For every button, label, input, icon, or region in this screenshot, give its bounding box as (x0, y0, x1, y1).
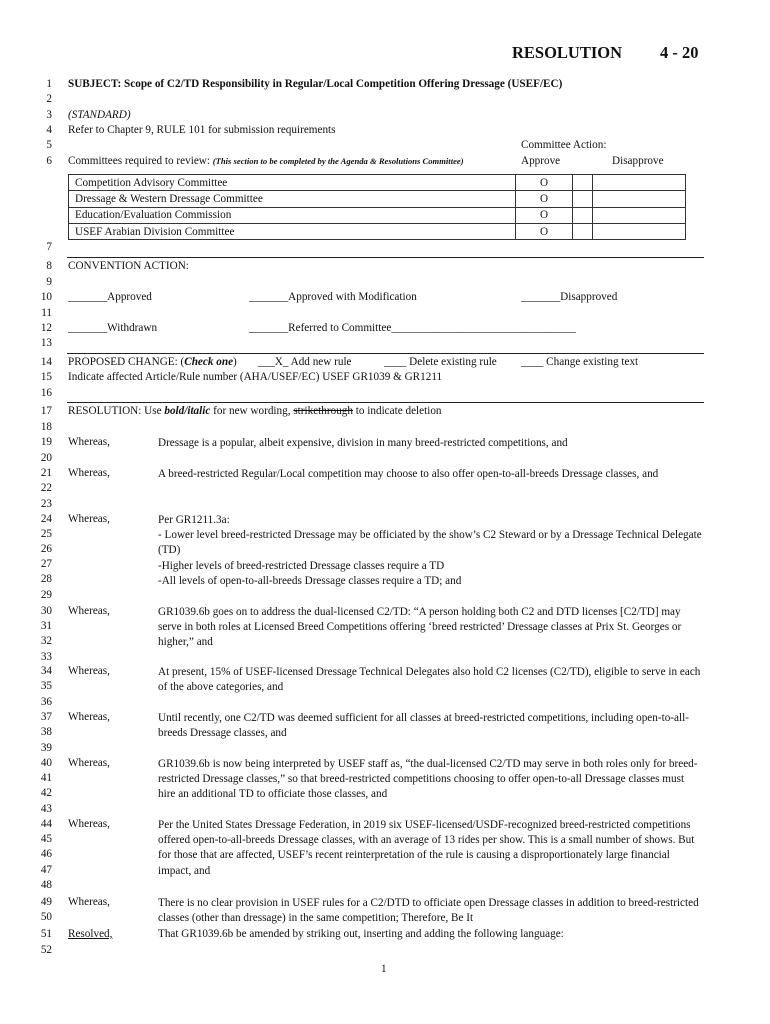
committee-row (69, 191, 686, 207)
line-number: 7 (46, 241, 52, 253)
line-number: 42 (40, 787, 52, 799)
line-number: 37 (40, 711, 52, 723)
line-number: 25 (40, 528, 52, 540)
resolution-bold-italic: bold/italic (164, 405, 211, 417)
action-approved: _______Approved (68, 291, 152, 303)
line-number: 30 (40, 605, 52, 617)
line-number: 32 (40, 635, 52, 647)
line-number: 23 (40, 498, 52, 510)
resolution-number: 4 - 20 (660, 43, 699, 62)
approve-mark: O (516, 175, 573, 191)
divider-proposed (67, 353, 704, 354)
page-number: 1 (381, 963, 387, 975)
whereas-text: At present, 15% of USEF-licensed Dressage Technical Delegates also hold C2 licenses (C2/TD), eligible to serve in each of the above categories, and (158, 666, 701, 694)
committee-name: Dressage & Western Dressage Committee (69, 191, 516, 207)
line-number: 9 (46, 276, 52, 288)
line-number: 43 (40, 803, 52, 815)
whereas-label: Whereas, (68, 818, 110, 830)
committee-name: Competition Advisory Committee (69, 175, 516, 191)
line-number: 33 (40, 651, 52, 663)
committee-row (69, 175, 686, 191)
line-number: 18 (40, 421, 52, 433)
divider-convention (67, 257, 704, 258)
approve-mark: O (516, 191, 573, 207)
resolution-suffix: to indicate deletion (352, 405, 442, 417)
approve-label: Approve (521, 155, 561, 167)
line-number: 34 (40, 665, 52, 677)
refer-text: Refer to Chapter 9, RULE 101 for submission requirements (68, 124, 336, 136)
whereas-text: Per the United States Dressage Federation, in 2019 six USEF-licensed/USDF-recognized breed-restricted competitions offered open-to-all-breeds Dressage classes, with an average of 13 rides per show. This is a small number of shows. But for those that are affected, USEF’s recent reinterpretation of the rule is causing a disproportionately large financial impact, and (158, 819, 695, 877)
approve-mark: O (516, 223, 573, 239)
line-number: 51 (40, 928, 52, 940)
line-number: 47 (40, 864, 52, 876)
line-number: 17 (40, 405, 52, 417)
line-number: 41 (40, 772, 52, 784)
proposed-delete: ____ Delete existing rule (384, 356, 497, 368)
line-number: 39 (40, 742, 52, 754)
line-number: 45 (40, 833, 52, 845)
line-number: 22 (40, 482, 52, 494)
committee-row (69, 207, 686, 223)
line-number: 26 (40, 543, 52, 555)
line-number: 8 (46, 260, 52, 272)
line-number: 4 (46, 124, 52, 136)
whereas-label: Whereas, (68, 605, 110, 617)
resolved-label: Resolved, (68, 928, 113, 940)
divider-resolution (67, 402, 704, 403)
whereas-label: Whereas, (68, 757, 110, 769)
affected-rules: Indicate affected Article/Rule number (AHA/USEF/EC) USEF GR1039 & GR1211 (68, 371, 443, 383)
approve-checkbox (573, 223, 593, 239)
line-number: 1 (46, 78, 52, 90)
whereas-text: There is no clear provision in USEF rules for a C2/DTD to officiate open Dressage classes in addition to breed-restricted classes (other than dressage) in the same competition; Therefore, Be It (158, 897, 699, 925)
whereas-text: Until recently, one C2/TD was deemed sufficient for all classes at breed-restricted competitions, including open-to-all-breeds Dressage classes, and (158, 712, 689, 740)
approve-mark: O (516, 207, 573, 223)
line-number: 27 (40, 558, 52, 570)
disapprove-cell (593, 223, 686, 239)
line-number: 14 (40, 356, 52, 368)
line-number: 3 (46, 109, 52, 121)
whereas-text-line: -Higher levels of breed-restricted Dressage classes require a TD (158, 559, 445, 572)
proposed-add: ___X_ Add new rule (258, 356, 352, 368)
proposed-after: ) (233, 356, 237, 368)
line-number: 2 (46, 93, 52, 105)
whereas-text (158, 513, 703, 589)
committee-action-label: Committee Action: (521, 139, 607, 151)
convention-action-label: CONVENTION ACTION: (68, 260, 189, 272)
resolution-title: RESOLUTION (512, 43, 623, 62)
line-number: 15 (40, 371, 52, 383)
line-number: 50 (40, 911, 52, 923)
committee-table (68, 174, 686, 240)
resolved-text: That GR1039.6b be amended by striking out, inserting and adding the following language: (158, 928, 564, 940)
line-number: 36 (40, 696, 52, 708)
line-number: 11 (41, 307, 52, 319)
line-number: 20 (40, 452, 52, 464)
action-withdrawn: _______Withdrawn (68, 322, 158, 334)
whereas-label: Whereas, (68, 467, 110, 479)
line-number: 19 (40, 436, 52, 448)
line-number: 46 (40, 848, 52, 860)
resolution-strike: strikethrough (293, 405, 353, 417)
resolution-prefix: RESOLUTION: Use (68, 405, 165, 417)
line-number: 31 (40, 620, 52, 632)
check-one-label: Check one (184, 356, 234, 368)
whereas-label: Whereas, (68, 513, 110, 525)
resolution-middle: for new wording, (210, 405, 294, 417)
line-number: 28 (40, 573, 52, 585)
subject-line: SUBJECT: Scope of C2/TD Responsibility in Regular/Local Competition Offering Dressage (USEF/EC) (68, 78, 563, 90)
committee-name: USEF Arabian Division Committee (69, 223, 516, 239)
committees-required-label (68, 155, 464, 167)
whereas-label: Whereas, (68, 436, 110, 448)
line-number: 5 (46, 139, 52, 151)
line-number: 49 (40, 896, 52, 908)
line-number: 48 (40, 879, 52, 891)
line-number: 13 (40, 337, 52, 349)
whereas-label: Whereas, (68, 711, 110, 723)
line-number: 40 (40, 757, 52, 769)
whereas-text: GR1039.6b goes on to address the dual-licensed C2/TD: “A person holding both C2 and DTD licenses [C2/TD] may serve in both roles at Licensed Breed Competitions offering ‘breed restricted’ Dressage classes at Prix St. Georges or higher,” and (158, 606, 682, 649)
whereas-text: A breed-restricted Regular/Local competition may choose to also offer open-to-all-breeds Dressage classes, and (158, 468, 659, 480)
whereas-text: Dressage is a popular, albeit expensive, division in many breed-restricted competitions, and (158, 437, 568, 449)
line-number: 24 (40, 513, 52, 525)
line-number: 10 (40, 291, 52, 303)
proposed-label: PROPOSED CHANGE: ( (68, 356, 185, 368)
line-number: 44 (40, 818, 52, 830)
disapprove-cell (593, 207, 686, 223)
disapprove-cell (593, 191, 686, 207)
disapprove-label: Disapprove (612, 155, 664, 167)
line-number: 12 (40, 322, 52, 334)
line-number: 21 (40, 467, 52, 479)
standard-label: (STANDARD) (68, 109, 131, 121)
committees-required-text: Committees required to review: (68, 155, 210, 167)
approve-checkbox (573, 191, 593, 207)
line-number: 38 (40, 726, 52, 738)
action-referred: _______Referred to Committee_________________________________ (249, 322, 576, 334)
whereas-text-line: - Lower level breed-restricted Dressage may be officiated by the show’s C2 Steward or by a Dressage Technical Delegate (TD) (158, 529, 702, 557)
approve-checkbox (573, 207, 593, 223)
approve-checkbox (573, 175, 593, 191)
proposed-change-existing: ____ Change existing text (521, 356, 639, 368)
line-number: 35 (40, 680, 52, 692)
line-number: 29 (40, 589, 52, 601)
resolution-intro (68, 405, 442, 417)
action-approved-modification: _______Approved with Modification (249, 291, 417, 303)
disapprove-cell (593, 175, 686, 191)
whereas-text-line: Per GR1211.3a: (158, 514, 230, 526)
line-number: 52 (40, 944, 52, 956)
whereas-label: Whereas, (68, 896, 110, 908)
whereas-label: Whereas, (68, 665, 110, 677)
whereas-text: GR1039.6b is now being interpreted by USEF staff as, “the dual-licensed C2/TD may serve in both roles only for breed-restricted Dressage classes,” so that breed-restricted competitions choosing to offer open-to-all Dressage classes must hire an additional TD to officiate those classes, and (158, 758, 698, 801)
line-number: 16 (40, 387, 52, 399)
committees-note: (This section to be completed by the Agenda & Resolutions Committee) (212, 156, 464, 166)
whereas-text-line: -All levels of open-to-all-breeds Dressage classes require a TD; and (158, 574, 462, 587)
committee-row (69, 223, 686, 239)
committee-name: Education/Evaluation Commission (69, 207, 516, 223)
action-disapproved: _______Disapproved (521, 291, 618, 303)
proposed-change-line (68, 356, 237, 368)
line-number: 6 (46, 155, 52, 167)
